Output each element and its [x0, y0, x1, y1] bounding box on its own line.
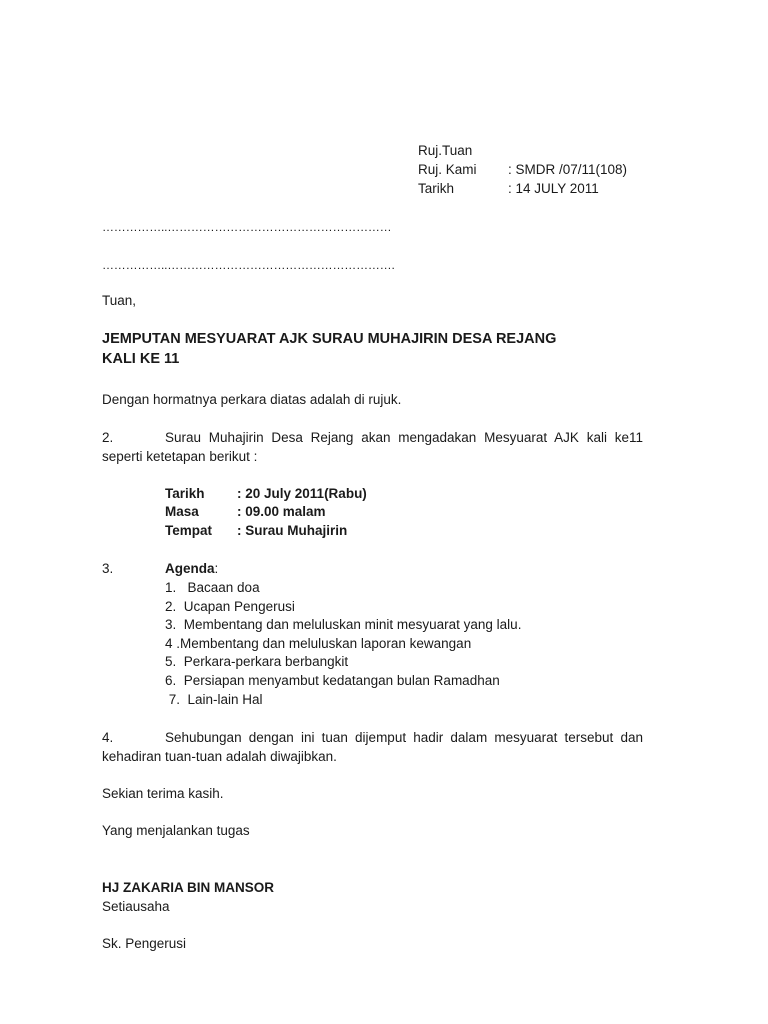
paragraph-4-number: 4. [102, 730, 114, 745]
agenda-item: 3. Membentang dan meluluskan minit mesyuarat yang lalu. [165, 617, 522, 632]
agenda-number: 3. [102, 561, 114, 576]
reference-ruj-kami-label: Ruj. Kami [418, 162, 477, 177]
closing-thanks: Sekian terima kasih. [102, 786, 224, 801]
paragraph-4-line-1: Sehubungan dengan ini tuan dijemput hadir dalam mesyuarat tersebut dan [165, 730, 643, 745]
agenda-heading [165, 561, 218, 576]
detail-value-tempat: : Surau Muhajirin [237, 523, 348, 538]
reference-ruj-tuan: Ruj.Tuan [418, 143, 473, 158]
paragraph-2-line-1: Surau Muhajirin Desa Rejang akan mengadakan Mesyuarat AJK kali ke11 [165, 430, 643, 445]
address-line-2: ……………..…………………………………………………. [102, 258, 395, 272]
address-line-1: ……………..………………………………………………… [102, 220, 392, 234]
detail-label-masa: Masa [165, 504, 199, 519]
agenda-item: 2. Ucapan Pengerusi [165, 599, 295, 614]
intro-paragraph: Dengan hormatnya perkara diatas adalah di rujuk. [102, 392, 402, 407]
agenda-item: 5. Perkara-perkara berbangkit [165, 654, 349, 669]
detail-label-tempat: Tempat [165, 523, 213, 538]
signatory-name: HJ ZAKARIA BIN MANSOR [102, 880, 274, 895]
reference-ruj-kami-value: : SMDR /07/11(108) [508, 162, 628, 177]
letter-title-line-1: JEMPUTAN MESYUARAT AJK SURAU MUHAJIRIN DESA REJANG [102, 331, 557, 347]
salutation: Tuan, [102, 293, 137, 308]
signatory-position: Setiausaha [102, 899, 170, 914]
agenda-item: 7. Lain-lain Hal [165, 692, 263, 707]
paragraph-2-number: 2. [102, 430, 114, 445]
agenda-label: Agenda [165, 561, 215, 576]
reference-tarikh-label: Tarikh [418, 181, 455, 196]
agenda-item: 4 .Membentang dan meluluskan laporan kewangan [165, 636, 472, 651]
reference-tarikh-value: : 14 JULY 2011 [508, 181, 599, 196]
carbon-copy: Sk. Pengerusi [102, 936, 187, 951]
agenda-colon: : [214, 561, 219, 576]
detail-value-masa: : 09.00 malam [237, 504, 326, 519]
closing-duty: Yang menjalankan tugas [102, 823, 250, 838]
detail-label-tarikh: Tarikh [165, 486, 205, 501]
letter-title-line-2: KALI KE 11 [102, 351, 180, 367]
paragraph-4-line-2: kehadiran tuan-tuan adalah diwajibkan. [102, 749, 337, 764]
agenda-item: 6. Persiapan menyambut kedatangan bulan Ramadhan [165, 673, 500, 688]
paragraph-2-line-2: seperti ketetapan berikut : [102, 449, 258, 464]
agenda-item: 1. Bacaan doa [165, 580, 260, 595]
detail-value-tarikh: : 20 July 2011(Rabu) [237, 486, 367, 501]
